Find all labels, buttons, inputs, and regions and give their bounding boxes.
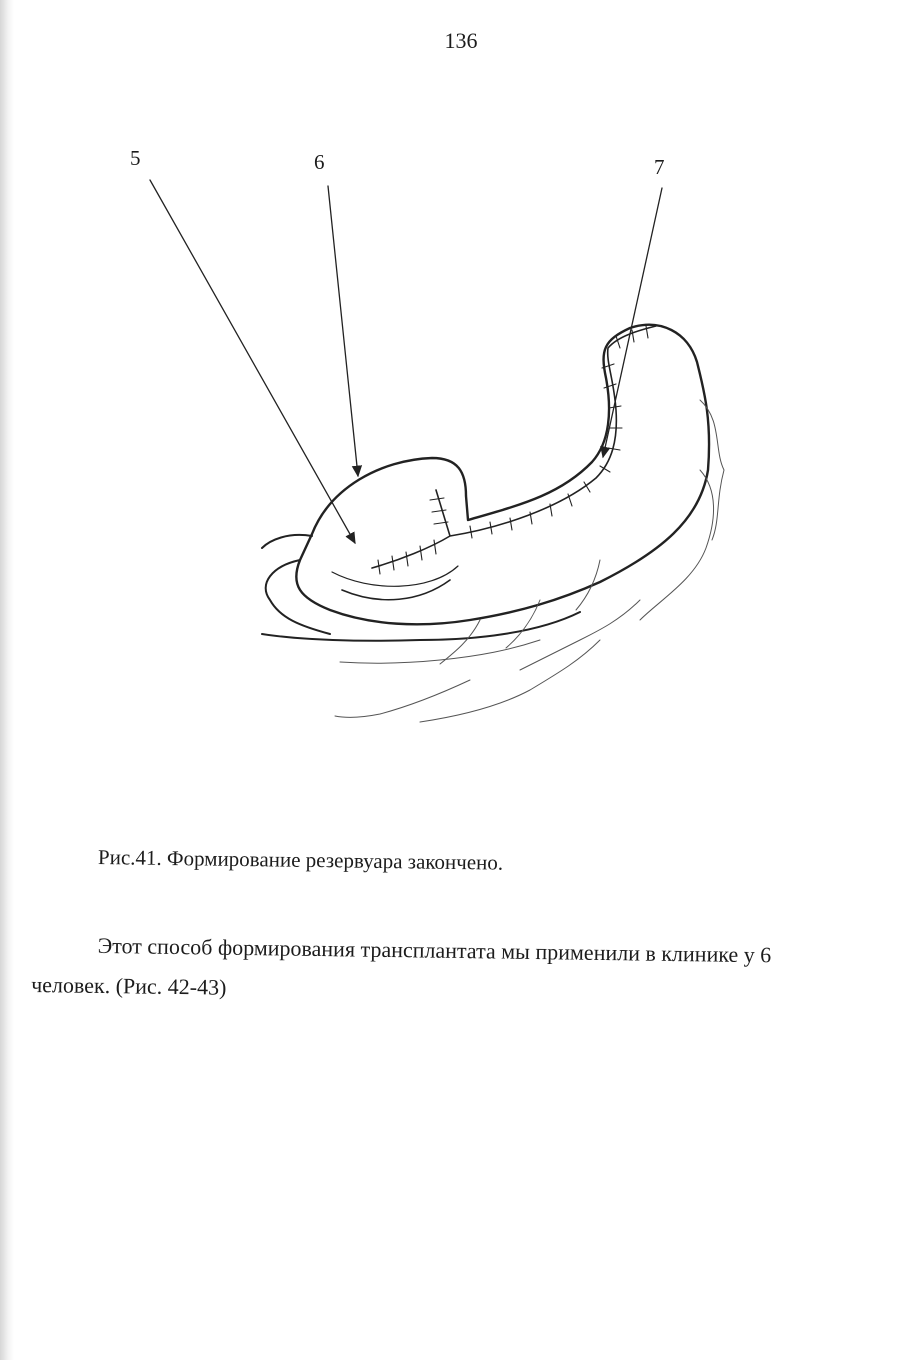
leader-line-6 [328, 186, 358, 476]
leader-line-5 [150, 180, 355, 543]
reservoir-fold-2 [332, 566, 458, 586]
page-number: 136 [444, 28, 478, 53]
reservoir-fold [342, 580, 450, 600]
callout-6: 6 [314, 150, 325, 174]
body-paragraph [31, 925, 872, 1017]
suture-line [372, 326, 656, 574]
paragraph-line-2: человек. (Рис. 42-43) [30, 971, 227, 1000]
figure-caption: Рис.41. Формирование резервуара закончено. [97, 845, 504, 875]
leader-line-7 [603, 188, 662, 457]
callout-7: 7 [654, 155, 665, 179]
paragraph-line-1: Этот способ формирования трансплантата мы применили в клинике у 6 [97, 932, 772, 968]
callout-5: 5 [130, 146, 141, 170]
